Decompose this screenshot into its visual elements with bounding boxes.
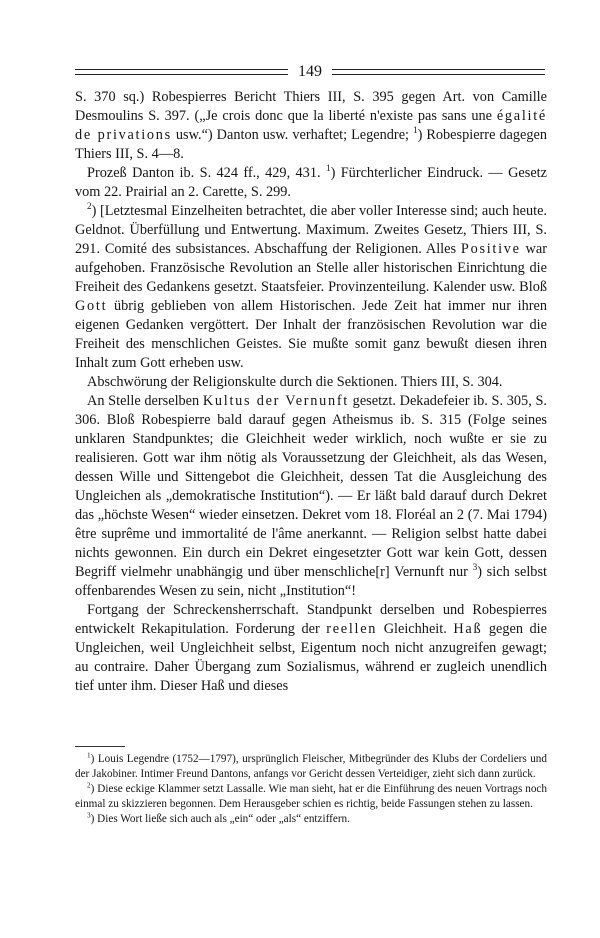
- main-text: [75, 88, 547, 696]
- header-rule-left: [75, 69, 288, 75]
- footnote-marker: 1: [412, 126, 418, 137]
- spaced-emphasis: Positive: [460, 241, 521, 257]
- paragraph-p5: [75, 601, 547, 696]
- text-run: gesetzt. Dekadefeier ib. S. 305, S. 306. Bloß Robespierre bald darauf gegen Atheismus ib. S. 315 (Folge seines unklaren Standpunktes; die Gleichheit weder wirklich, noch wußte er sie zu realisieren. Gott war ihm nötig als Voraussetzung der Gleichheit, als das Wesen, dessen Wille und Sittengebot die Gleichheit, dessen Tat die Ausgleichung des Ungleichen als „demokratische Institution“). — Er läßt bald darauf durch Dekret das „höchste Wesen“ wieder einsetzen. Dekret vom 18. Floréal an 2 (7. Mai 1794) être suprême und immortalité de l'âme anerkannt. — Religion selbst hatte dabei nichts gewonnen. Ein durch ein Dekret eingesetzter Gott war kein Gott, dessen Begriff vielmehr unabhängig und über menschliche[r] Vernunft nur: [75, 393, 547, 580]
- footnote-marker: 3: [472, 563, 478, 574]
- spaced-emphasis: Haß: [453, 621, 483, 637]
- footnote-marker: 2: [87, 781, 91, 790]
- header-rule-right: [332, 69, 545, 75]
- text-run: usw.“) Danton usw. verhaftet; Legendre;: [171, 127, 413, 143]
- text-run: ) Robespierre dagegen Thiers III, S. 4—8.: [75, 127, 548, 162]
- footnote-f3: [75, 812, 547, 827]
- text-run: Prozeß Danton ib. S. 424 ff., 429, 431.: [87, 165, 326, 181]
- paragraph-p0: [75, 88, 547, 164]
- text-run: ) Fürchterlicher Eindruck. — Gesetz vom 22. Prairial an 2. Carette, S. 299.: [75, 165, 548, 200]
- footnote-f2: [75, 782, 547, 812]
- text-run: ) [Letztesmal Einzelheiten betrachtet, die aber voller Interesse sind; auch heute. Geldnot. Überfüllung und Entwertung. Maximum. Zweites Gesetz, Thiers III, S. 291. Comité des subsistances. Abschaffung der Religionen. Alles: [75, 203, 547, 257]
- text-run: S. 370 sq.) Robespierres Bericht Thiers III, S. 395 gegen Art. von Camille Desmoulins S. 397. („Je crois donc que la liberté n'existe pas sans une: [75, 89, 547, 124]
- text-run: gegen die Ungleichen, weil Ungleichheit selbst, Eigentum noch nicht anzugreifen gewagt; au contraire. Daher Übergang zum Sozialismus, während er zugleich unendlich tief unter ihm. Dieser Haß und dieses: [75, 621, 547, 694]
- text-run: ) Diese eckige Klammer setzt Lassalle. Wie man sieht, hat er die Einführung des neuen Vortrags noch einmal zu skizzieren begonnen. Dem Herausgeber schien es richtig, beide Fassungen stehen zu lassen.: [75, 783, 547, 810]
- page-header: [75, 62, 545, 82]
- spaced-emphasis: Kultus der Vernunft: [202, 393, 349, 409]
- paragraph-p2: [75, 202, 547, 373]
- text-run: ) sich selbst offenbarendes Wesen zu sein, nicht „Institution“!: [75, 564, 547, 599]
- footnote-marker: 1: [87, 751, 91, 760]
- text-run: Abschwörung der Religionskulte durch die Sektionen. Thiers III, S. 304.: [87, 374, 503, 390]
- text-run: ) Dies Wort ließe sich auch als „ein“ oder „als“ entziffern.: [90, 813, 350, 825]
- spaced-emphasis: égalité de privations: [75, 108, 547, 143]
- paragraph-p3: [75, 373, 547, 392]
- paragraph-p4: [75, 392, 547, 601]
- text-run: übrig geblieben von allem Historischen. Jede Zeit hat immer nur ihren eigenen Gedanken vergöttert. Der Inhalt der französischen Revolution war die Freiheit des menschlichen Geistes. Sie mußte somit ganz bewußt diesen ihren Inhalt zum Gott erheben usw.: [75, 298, 547, 371]
- footnote-marker: 3: [87, 811, 91, 820]
- text-run: Fortgang der Schreckensherrschaft. Standpunkt derselben und Robespierres entwickelt Rekapitulation. Forderung der: [75, 602, 547, 637]
- footnote-rule: [75, 746, 125, 747]
- spaced-emphasis: Gott: [75, 298, 108, 314]
- text-run: war aufgehoben. Französische Revolution an Stelle aller historischen Einrichtung die Freiheit des Gedankens gesetzt. Staatsfeier. Provinzenteilung. Kalender usw. Bloß: [75, 241, 547, 295]
- text-run: Gleichheit.: [377, 621, 454, 637]
- text-run: An Stelle derselben: [87, 393, 203, 409]
- footnotes: [75, 752, 547, 827]
- page-number: 149: [298, 63, 322, 80]
- text-run: ) Louis Legendre (1752—1797), ursprünglich Fleischer, Mitbegründer des Klubs der Cordeliers und der Jakobiner. Intimer Freund Dantons, anfangs vor Gericht dessen Verteidiger, zieht sich dann zurück.: [75, 753, 547, 780]
- footnote-marker: 2: [87, 202, 92, 213]
- footnote-marker: 1: [325, 164, 331, 175]
- footnote-f1: [75, 752, 547, 782]
- spaced-emphasis: reellen: [326, 621, 378, 637]
- paragraph-p1: [75, 164, 547, 202]
